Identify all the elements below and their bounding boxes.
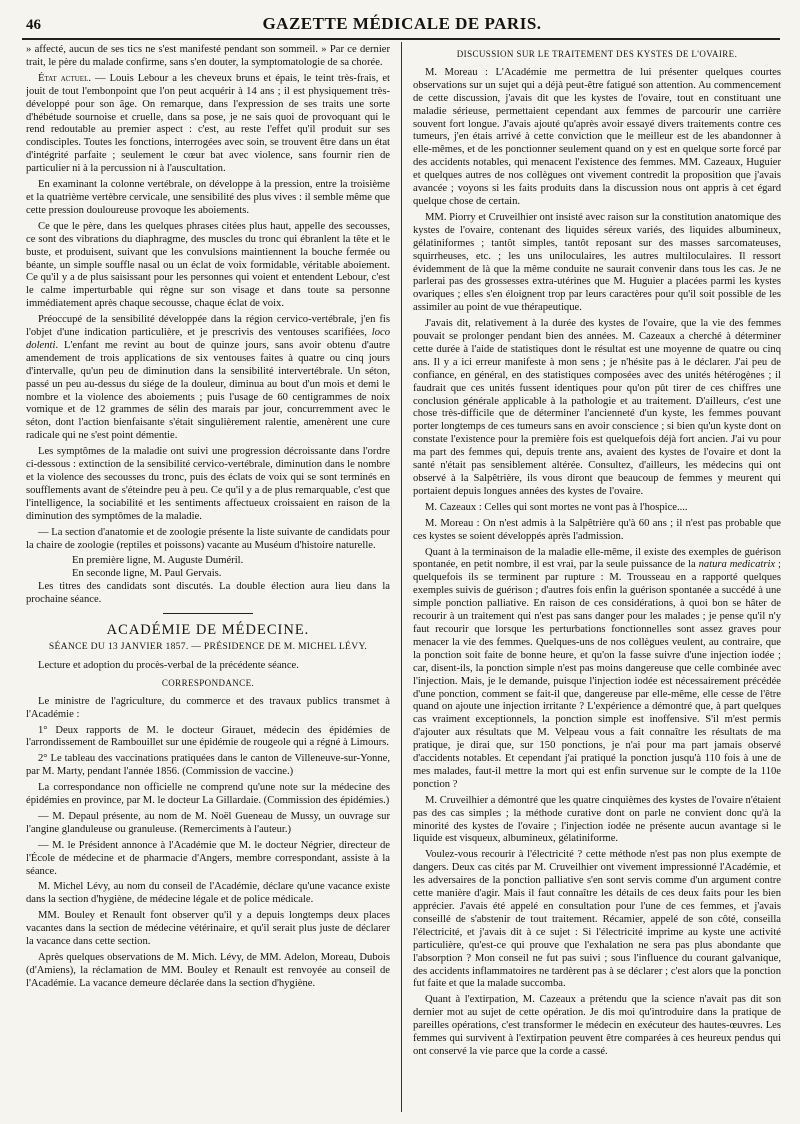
paragraph: Lecture et adoption du procès-verbal de la précédente séance. — [38, 659, 299, 671]
discussion-heading: DISCUSSION SUR LE TRAITEMENT DES KYSTES DE L'OVAIRE. — [456, 49, 738, 59]
journal-title: GAZETTE MÉDICALE DE PARIS. — [262, 14, 542, 33]
italic-phrase: natura medicatrix — [698, 559, 776, 571]
paragraph: J'avais dit, relativement à la durée des kystes de l'ovaire, que la vie des femmes pouvait se prolonger pendant bien des années. M. Cazeaux a cherché à déterminer cette durée à l'aide de statistiques dont le résultat est une moyenne de quatre ou cinq ans. Il y a ici erreur manifeste à mon sens ; je n'hésite pas à le déclarer. J'ai peu de confiance, en général, en des statistiques composées avec des unités hétérogènes ; il faudrait que ces unités fussent identiques pour qu'on pût tirer de ces chiffres une conclusion générale applicable à la pathologie et au traitement. D'ailleurs, c'est une chose très-difficile que de déterminer l'ancienneté d'un kyste, les femmes pouvant porter longtemps de ces tumeurs sans en avoir conscience ; si bien qu'un kyste dont on constate l'existence pour la première fois est quelquefois déjà fort ancien. J'ai vu pour ma part des femmes qui, depuis trente ans, avaient des kystes de l'ovaire et dont la santé n'était pas sensiblement altérée. Consultez, d'ailleurs, les médecins qui ont observé à la Salpêtrière, ils vous diront que beaucoup de femmes y meurent qui portaient depuis longues années des kystes de l'ovaire. — [413, 318, 781, 497]
paragraph-text: — Louis Lebour a les cheveux bruns et épais, le teint très-frais, et jouit de tout l'embonpoint que l'on peut acquérir à 14 ans ; il est physiquement très-développé pour son âge. On remarque, dans l'expression de ses traits une sorte d'hébétude sournoise et cruelle, dans sa pose, je ne sais quoi de provoquant qui le rend redoutable au premier aspect : c'est, au reste l'effet qu'il produit sur ses condisciples. Toutes les fonctions, interrogées avec soin, se trouvent être dans un état d'intégrité parfaite ; seulement le cœur bat avec violence, sans fournir rien de particulier ni à la percussion ni à l'auscultation. — [26, 72, 390, 175]
italic-phrase: loco dolenti — [26, 327, 390, 351]
paragraph: M. Cazeaux : Celles qui sont mortes ne vont pas à l'hospice.... — [425, 501, 688, 513]
run-in-heading: État actuel. — [38, 72, 91, 84]
paragraph-text: Préoccupé de la sensibilité développée dans la région cervico-vertébrale, j'en fis l'objet d'une indication particulière, et je prescrivis des ventouses scarifiées, — [26, 314, 390, 339]
right-column — [413, 44, 781, 1114]
left-column — [26, 44, 390, 1114]
paragraph-text: . L'enfant me revint au bout de quinze jours, sans avoir obtenu d'autre amendement de trois applications de six ventouses faites à quatre ou cinq jours d'intervalle, qu'un peu de diminution dans la sensibilité intervertébrale. Un séton, passé un peu au-dessus du siége de la douleur, diminua au bout d'un mois et demi le nombre et la violence des aboiements ; puis l'usage de 60 centigrammes de noix vomique et de 12 grammes de sélin des marais par jour, concurremment avec le séton, dont l'action bienfaisante s'était singulièrement ralentie, amenèrent une cure radicale qui ne s'est point démentie. — [26, 339, 390, 442]
paragraph: MM. Piorry et Cruveilhier ont insisté avec raison sur la constitution anatomique des kystes de l'ovaire, contenant des liquides séreux variés, des liquides albumineux, gélatiniformes ; tantôt simples, tantôt reposant sur des masses sarcomateuses, squirrheuses, etc. ; les uns uniloculaires, les autres multiloculaires. Il ressort évidemment de là que la même conduite ne saurait convenir dans tous les cas. Je ne parlerai pas des grossesses extra-utérines que M. Huguier a placées parmi les kystes ovariques ; elles s'en éloignent trop par leurs caractères pour qu'il soit possible de les assimiler au point de vue thérapeutique. — [413, 211, 781, 314]
paragraph: M. Moreau : L'Académie me permettra de lui présenter quelques courtes observations sur un sujet qui a déjà peut-être fatigué son attention. Au commencement de cette discussion, j'avais dit que les kystes de l'ovaire, tout en constituant une maladie sérieuse, permettaient cependant aux femmes de parcourir une carrière souvent fort longue. J'avais ajouté qu'après avoir essayé divers traitements contre ces tumeurs, j'en étais arrivé à cette conviction que le meilleur est de les abandonner à elle-mêmes, et de les ponctionner seulement quand on y est en quelque sorte forcé par des accidents notables, qui menacent l'existence des femmes. MM. Cazeaux, Huguier et quelques autres de nos collègues ont vivement contredit la proposition que j'avais avancée ; voyons si les faits produits dans la discussion nous ont appris à cet égard quelque chose de certain. — [413, 66, 781, 207]
paragraph-text: ; quelquefois ils se terminent par rupture : M. Trousseau en a rapporté quelques exemples suivis de guérison ; d'autres fois enfin la guérison spontanée a succédé à une simple ponction palliative. En raison de ces considérations, à quoi bon se hâter de recourir à un traitement qui n'est pas sans danger pour les malades ; je pense qu'il n'y faut recourir que lorsque les perturbations fonctionnelles sont assez graves pour menacer la vie des femmes. Quelques-uns de nos collègues veulent, au contraire, que la ponction soit faite de bonne heure, et qu'on la fasse suivre d'une injection iodée ; car, disent-ils, la ponction simple n'est pas moins dangereuse que celle combinée avec l'injection. Mais, je le demande, puisque l'injection iodée est nécessairement précédée d'une ponction, comment se fait-il que, dangereuse par elle-même, elle cesse de l'être quand on ajoute une injection irritante ? L'expérience a démontré que, à part quelques cas vraiment exceptionnels, la ponction simple est inoffensive. S'il m'est permis d'ajouter aux résultats que M. Velpeau vous a fait connaître les résultats de ma pratique, je dirai que, sur 150 ponctions, je n'ai pour ma part jamais observé d'accidents notables. Et cependant j'ai pratiqué la ponction jusqu'à 110 fois à une de mes malades, faut-il mettre la mort qui est enfin survenue sur le compte de la 110e ponction ? — [413, 559, 781, 790]
paragraph: Les titres des candidats sont discutés. La double élection aura lieu dans la prochaine séance. — [26, 581, 390, 606]
section-rule — [163, 613, 253, 614]
paragraph: M. Michel Lévy, au nom du conseil de l'Académie, déclare qu'une vacance existe dans la section d'hygiène, de médecine légale et de police médicale. — [26, 881, 390, 906]
paragraph: 1° Deux rapports de M. le docteur Girauet, médecin des épidémies de l'arrondissement de Rambouillet sur une épidémie de rougeole qui a régné à Limours. — [26, 724, 390, 749]
paragraph: — La section d'anatomie et de zoologie présente la liste suivante de candidats pour la chaire de zoologie (reptiles et poissons) vacante au Muséum d'histoire naturelle. — [26, 526, 390, 551]
paragraph: Quant à l'extirpation, M. Cazeaux a prétendu que la science n'avait pas dit son dernier mot au sujet de cette opération. Je dis moi qu'introduire dans la pratique de pareilles opérations, c'est transformer le médecin en exécuteur des hautes-œuvres. Les femmes qui survivent à l'extirpation peuvent être comparées à ces heureux pendus qui ont conservé la vie parce que la corde a cassé. — [413, 994, 781, 1057]
page-number: 46 — [26, 17, 41, 33]
header-rule — [22, 38, 780, 40]
paragraph: En examinant la colonne vertébrale, on développe à la pression, entre la troisième et la quatrième vertèbre cervicale, une sensibilité des plus vives : il semble même que cette pression douloureuse provoque les aboiements. — [26, 179, 390, 216]
paragraph: La correspondance non officielle ne comprend qu'une note sur la médecine des épidémies en province, par M. le docteur La Gillardaie. (Commission des épidémies.) — [26, 782, 390, 807]
paragraph: Ce que le père, dans les quelques phrases citées plus haut, appelle des secousses, ce sont des vibrations du diaphragme, des muscles du tronc qui ébranlent la tête et le buste, et produisent, suivant que les convulsions maintiennent la bouche fermée ou béante, un simple souffle nasal ou un éclat de voix formidable, véritable aboiement. Ce qu'il y a de plus saisissant pour les personnes qui voient et entendent Lebour, c'est le calme imperturbable qui règne sur son visage et dans toute sa personne immédiatement après chaque secousse, chaque éclat de voix. — [26, 220, 390, 310]
paragraph: Après quelques observations de M. Mich. Lévy, de MM. Adelon, Moreau, Dubois (d'Amiens), la réclamation de MM. Bouley et Renault est renvoyée au conseil de l'Académie. La vacance demeure déclarée dans la section d'hygiène. — [26, 952, 390, 989]
paragraph — [413, 547, 781, 792]
paragraph: M. Moreau : On n'est admis à la Salpêtrière qu'à 60 ans ; il n'est pas probable que ces kystes se soient développés après l'admission. — [413, 517, 781, 542]
paragraph: » affecté, aucun de ses tics ne s'est manifesté pendant son sommeil. » Par ce dernier trait, le père du malade confirme, sans s'en douter, la symptomatologie de sa chorée. — [26, 44, 390, 68]
subsection-heading: CORRESPONDANCE. — [161, 677, 255, 688]
paragraph-text: Quant à la terminaison de la maladie elle-même, il existe des exemples de guérison spontanée, en petit nombre, il est vrai, par la seule puissance de la — [413, 546, 781, 571]
candidate-line: En première ligne, M. Auguste Duméril. — [72, 555, 244, 567]
running-header — [26, 14, 778, 38]
column-divider — [401, 42, 402, 1112]
paragraph: — M. Depaul présente, au nom de M. Noël Gueneau de Mussy, un ouvrage sur l'angine glanduleuse ou granuleuse. (Remerciments à l'auteur.) — [26, 810, 390, 835]
paragraph: M. Cruveilhier a démontré que les quatre cinquièmes des kystes de l'ovaire n'étaient pas des cas simples ; la méthode curative dont on parle ne convient donc qu'à la minorité des kystes de l'ovaire ; l'injection iodée ne présente aucun avantage si le liquide est visqueux, albumineux, gélatiniforme. — [413, 794, 781, 845]
session-heading: SÉANCE DU 13 JANVIER 1857. — PRÉSIDENCE DE M. MICHEL LÉVY. — [48, 640, 368, 652]
paragraph: Les symptômes de la maladie ont suivi une progression décroissante dans l'ordre ci-dessous : extinction de la sensibilité cervico-vertébrale, diminution dans le nombre et la violence des secousses du tronc, puis des éclats de voix qui se sont terminés en soufflements avant de s'éteindre peu à peu. Ce qu'il y a de plus remarquable, c'est que l'intelligence, la sociabilité et les sentiments affectueux croissaient en raison de la diminution des symptômes de la maladie. — [26, 446, 390, 522]
paragraph — [26, 314, 390, 443]
paragraph — [26, 73, 390, 176]
paragraph: MM. Bouley et Renault font observer qu'il y a depuis longtemps deux places vacantes dans la section de médecine vétérinaire, et qu'il serait plus juste de déclarer la vacance dans cette section. — [26, 910, 390, 948]
section-title: ACADÉMIE DE MÉDECINE. — [106, 622, 310, 639]
candidate-line: En seconde ligne, M. Paul Gervais. — [72, 568, 222, 580]
paragraph: Le ministre de l'agriculture, du commerce et des travaux publics transmet à l'Académie : — [26, 695, 390, 720]
paragraph: — M. le Président annonce à l'Académie que M. le docteur Négrier, directeur de l'École de médecine et de pharmacie d'Angers, membre correspondant, assiste à la séance. — [26, 839, 390, 877]
paragraph: Voulez-vous recourir à l'électricité ? cette méthode n'est pas non plus exempte de dangers. Deux cas cités par M. Cruveilhier ont vivement impressionné l'Académie, et les adversaires de la ponction palliative s'en sont servis comme d'un argument contre cette manière d'agir. Mais il faut connaître les détails de ces deux faits pour les bien apprécier. J'avais été appelé en consultation pour l'une de ces femmes, et j'avais conseillé de s'abstenir de tout traitement. Récamier, appelé de son côté, conseilla l'électricité, et j'avais dit à ce sujet : Si l'électricité imprime au kyste une activité particulière, qu'est-ce qui prouve que l'exhalation ne sera pas plus abondante que l'absorption ? Mon conseil ne fut pas suivi ; sous l'influence du courant galvanique, des accidents inflammatoires ne tardèrent pas à se déclarer ; c'est alors que la ponction fut faite et que la malade succomba. — [413, 849, 781, 990]
paragraph: 2° Le tableau des vaccinations pratiquées dans le canton de Villeneuve-sur-Yonne, par M. Marty, pendant l'année 1856. (Commission de vaccine.) — [26, 753, 390, 778]
